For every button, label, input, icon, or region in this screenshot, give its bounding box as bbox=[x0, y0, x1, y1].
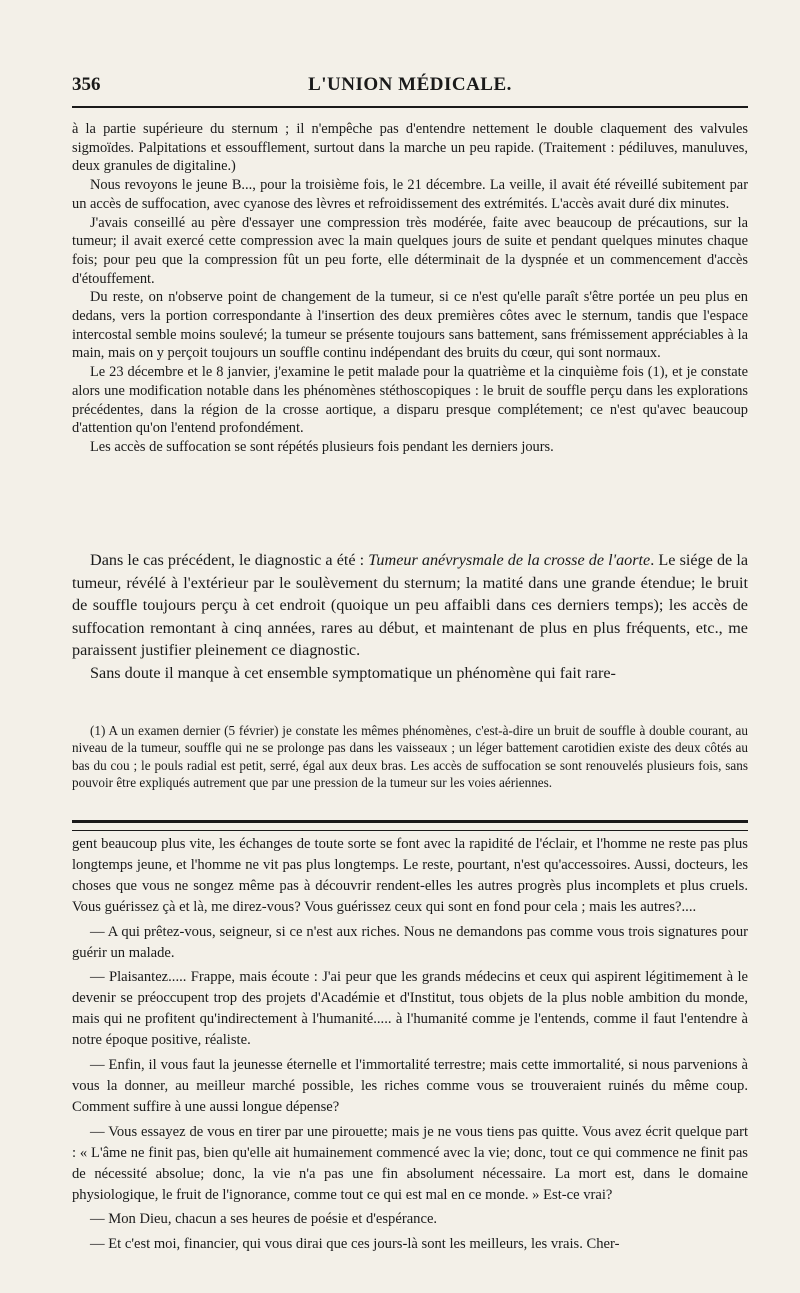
feuilleton-paragraph: — Et c'est moi, financier, qui vous dirai que ces jours-là sont les meilleurs, les vrais. Cher- bbox=[90, 1236, 620, 1253]
footnote-text: (1) A un examen dernier (5 février) je constate les mêmes phénomènes, c'est-à-dire un bruit de souffle à double courant, au niveau de la tumeur, souffle qui ne se prolonge pas dans les vaisseaux ; un léger battement carotidien existe des deux côtés au bas du cou ; le pouls radial est petit, serré, égal aux deux bras. Les accès de suffocation se sont renouvelés plusieurs fois, sans pouvoir être expliqués autrement que par une pression de la tumeur sur les voies aériennes. bbox=[72, 723, 748, 791]
case-paragraph: Les accès de suffocation se sont répétés plusieurs fois pendant les derniers jours. bbox=[90, 438, 554, 455]
case-paragraph: Le 23 décembre et le 8 janvier, j'examine le petit malade pour la quatrième et la cinquième fois (1), et je constate alors une modification notable dans les phénomènes stéthoscopiques : le bruit de souffle perçu dans les explorations précédentes, dans la région de la crosse aortique, a disparu presque complétement; ce n'est qu'avec beaucoup d'attention qu'on l'entend profondément. bbox=[72, 364, 748, 437]
feuilleton-paragraph: — Mon Dieu, chacun a ses heures de poésie et d'espérance. bbox=[90, 1211, 438, 1228]
discussion-paragraph: Sans doute il manque à cet ensemble symptomatique un phénomène qui fait rare- bbox=[90, 663, 616, 682]
feuilleton-paragraph: — A qui prêtez-vous, seigneur, si ce n'est aux riches. Nous ne demandons pas comme vous trois signatures pour guérir un malade. bbox=[72, 923, 748, 961]
feuilleton-paragraph: — Enfin, il vous faut la jeunesse éternelle et l'immortalité terrestre; mais cette immortalité, si nous parvenions à vous la donner, au meilleur marché possible, les riches comme vous se trouveraient ruinés du même coup. Comment suffire à une aussi longue dépense? bbox=[72, 1057, 748, 1115]
footnote bbox=[72, 722, 748, 792]
feuilleton-paragraph: — Plaisantez..... Frappe, mais écoute : J'ai peur que les grands médecins et ceux qui aspirent légitimement à le devenir se préoccupent trop des projets d'Académie et d'Institut, tous objets de la plus noble ambition du monde, mais qui ne profitent qu'indirectement à l'humanité..... à l'humanité comme je l'entends, comme il faut l'entendre à notre époque positive, réaliste. bbox=[72, 969, 748, 1049]
page-number: 356 bbox=[72, 74, 101, 95]
feuilleton-separator bbox=[72, 820, 748, 831]
discussion-paragraph bbox=[72, 549, 748, 662]
case-paragraph: à la partie supérieure du sternum ; il n'empêche pas d'entendre nettement le double claquement des valvules sigmoïdes. Palpitations et essoufflement, surtout dans la marche un peu rapide. (Traitement : pédiluves, manuluves, deux granules de digitaline.) bbox=[72, 121, 748, 175]
case-paragraph: Du reste, on n'observe point de changement de la tumeur, si ce n'est qu'elle paraît s'être portée un peu plus en dedans, vers la portion correspondante à l'insertion des deux premières côtes avec le sternum, tandis que l'espace intercostal semble moins soulevé; la tumeur se présente toujours sans battement, sans frémissement appréciables à la main, mais on y perçoit toujours un souffle continu indépendant des bruits du cœur, qui sont normaux. bbox=[72, 289, 748, 362]
feuilleton-section bbox=[72, 834, 748, 1259]
feuilleton-paragraph: gent beaucoup plus vite, les échanges de toute sorte se font avec la rapidité de l'éclair, et l'homme ne reste pas plus longtemps jeune, et l'homme ne vit pas plus longtemps. Le reste, pourtant, n'est qu'accessoires. Aussi, docteurs, les choses que vous ne songez même pas à découvrir rendent-elles les autres progrès plus incomplets et plus cruels. Vous guérissez çà et là, me direz-vous? Vous guérissez ceux qui sont en fond pour cela ; mais les autres?.... bbox=[72, 836, 748, 915]
header-rule bbox=[72, 106, 748, 108]
case-report-section bbox=[72, 120, 748, 457]
running-header bbox=[72, 74, 748, 98]
feuilleton-paragraph: — Vous essayez de vous en tirer par une pirouette; mais je ne vous tiens pas quitte. Vous avez écrit quelque part : « L'âme ne finit pas, bien qu'elle ait humainement commencé avec la vie; donc, tout ce qui commence ne finit pas de nécessité absolue; donc, la vie n'a pas une fin absolument nécessaire. La mort est, dans le domaine physiologique, le fruit de l'ignorance, comme tout ce qui est mal en ce monde. » Est-ce vrai? bbox=[72, 1123, 748, 1203]
diagnosis-italic: Tumeur anévrysmale de la crosse de l'aorte bbox=[368, 551, 651, 569]
case-paragraph: Nous revoyons le jeune B..., pour la troisième fois, le 21 décembre. La veille, il avait été réveillé subitement par un accès de suffocation, avec cyanose des lèvres et refroidissement des extrémités. L'accès avait duré dix minutes. bbox=[72, 177, 748, 212]
case-paragraph: J'avais conseillé au père d'essayer une compression très modérée, faite avec beaucoup de précautions, sur la tumeur; il avait exercé cette compression avec la main quelques jours de suite et pendant quelques minutes chaque fois; pour peu que la compression fût un peu forte, elle déterminait de la dyspnée et un commencement d'accès d'étouffement. bbox=[72, 214, 748, 287]
discussion-text: Dans le cas précédent, le diagnostic a été : bbox=[90, 551, 369, 569]
discussion-text: . Le siége de la tumeur, révélé à l'extérieur par le soulèvement du sternum; la matité dans une grande étendue; le bruit de souffle toujours perçu à cet endroit (quoique un peu affaibli dans ces derniers temps); les accès de suffocation remontant à cinq années, rares au début, et maintenant de plus en plus fréquents, etc., me paraissent justifier pleinement ce diagnostic. bbox=[72, 551, 749, 660]
running-title: L'UNION MÉDICALE. bbox=[308, 74, 512, 95]
discussion-section bbox=[72, 549, 748, 685]
